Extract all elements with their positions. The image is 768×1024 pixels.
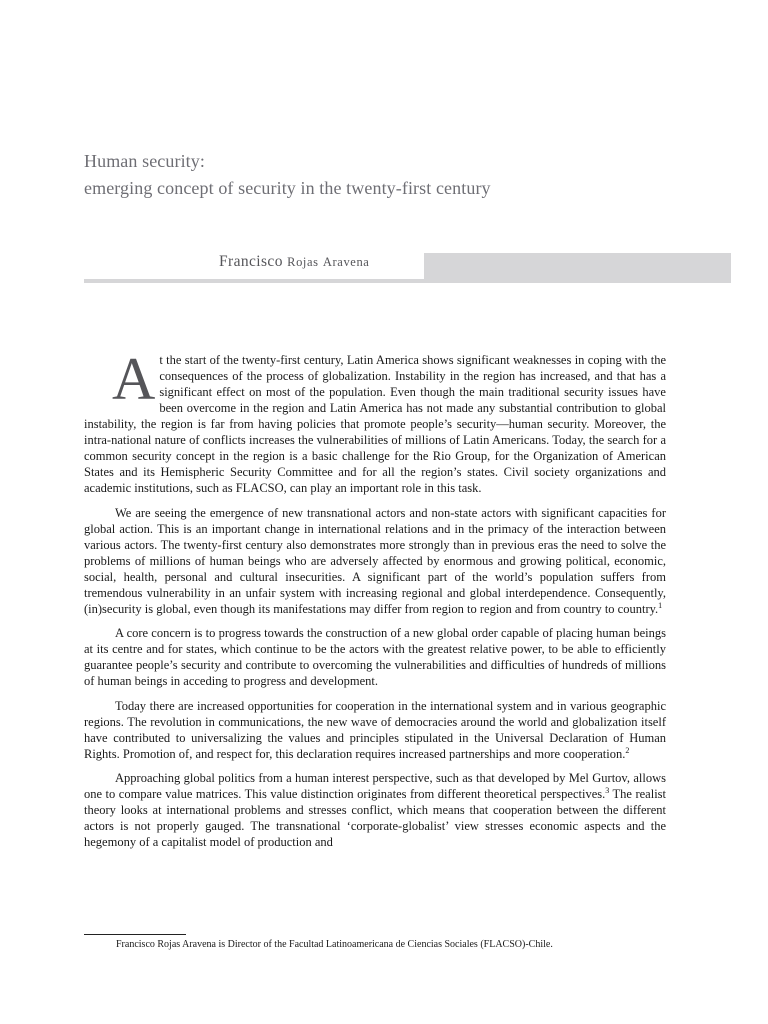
article-title	[84, 148, 724, 202]
footnote-ref-2: 2	[625, 745, 630, 755]
article-body	[84, 346, 667, 859]
paragraph-1	[84, 346, 666, 496]
paragraph-5-text-b: The realist theory looks at international problems and stresses conflict, which means that cooperation between the different actors is not properly gauged. The transnational ‘corporate-globalist’ view stresses economic aspects and the hegemony of a capitalist model of production and	[84, 787, 667, 849]
author-family-name-1: Rojas	[287, 255, 319, 269]
paragraph-3	[84, 625, 666, 689]
paragraph-1-text: t the start of the twenty-first century, Latin America shows significant weaknesses in coping with the consequences of the process of globalization. Instability in the region has increased, and that has a significant effect on most of the population. Even though the main traditional security issues have been overcome in the region and Latin America has not made any substantial contribution to global instability, the region is far from having policies that promote people’s security—human security. Moreover, the intra-national nature of conflicts increases the vulnerabilities of millions of Latin Americans. Today, the search for a common security concept in the region is a basic challenge for the Rio Group, for the Organization of American States and its Hemispheric Security Committee and for all the region’s states. Civil society organizations and academic institutions, such as FLACSO, can play an important role in this task.	[84, 353, 666, 495]
drop-cap: A	[112, 346, 156, 412]
paragraph-2	[84, 505, 666, 617]
title-line-2: emerging concept of security in the twenty-first century	[84, 178, 491, 198]
title-line-1: Human security:	[84, 151, 205, 171]
author-band	[84, 253, 731, 283]
author-footnote: Francisco Rojas Aravena is Director of the Facultad Latinoamericana de Ciencias Sociales (FLACSO)-Chile.	[116, 939, 553, 950]
footnote-ref-1: 1	[658, 600, 663, 610]
paragraph-4-text: Today there are increased opportunities for cooperation in the international system and in various geographic regions. The revolution in communications, the new wave of democracies around the world and globalization itself have contributed to universalizing the values and principles stipulated in the Universal Declaration of Human Rights. Promotion of, and respect for, this declaration requires increased partnerships and more cooperation.	[84, 698, 666, 761]
author-family-name-2: Aravena	[322, 255, 370, 269]
paragraph-5-text-a: Approaching global politics from a human interest perspective, such as that developed by Mel Gurtov, allows one to compare value matrices. This value distinction originates from different theoretical perspectives.	[84, 771, 666, 801]
footnote-rule	[84, 934, 186, 935]
paragraph-3-text: A core concern is to progress towards the construction of a new global order capable of placing human beings at its centre and for states, which continue to be the actors with the greatest relative power, to be able to efficiently guarantee people’s security and contribute to overcoming the vulnerabilities and difficulties of hundreds of millions of human beings in acceding to progress and development.	[84, 626, 666, 688]
footnote-ref-3: 3	[605, 786, 610, 795]
paragraph-2-text: We are seeing the emergence of new transnational actors and non-state actors with significant capacities for global action. This is an important change in international relations and in the primacy of the interaction between various actors. The twenty-first century also demonstrates more strongly than in previous eras the need to solve the problems of millions of human beings who are adversely affected by enormous and growing political, economic, social, health, personal and cultural insecurities. A significant part of the world’s population suffers from tremendous vulnerability in an unfair system with increasing regional and global interdependence. Consequently, (in)security is global, even though its manifestations may differ from region to region and from country to country.	[84, 505, 666, 616]
paragraph-5	[84, 770, 666, 850]
paragraph-4	[84, 698, 666, 762]
author-name	[219, 253, 369, 275]
author-given-name: Francisco	[219, 253, 283, 270]
